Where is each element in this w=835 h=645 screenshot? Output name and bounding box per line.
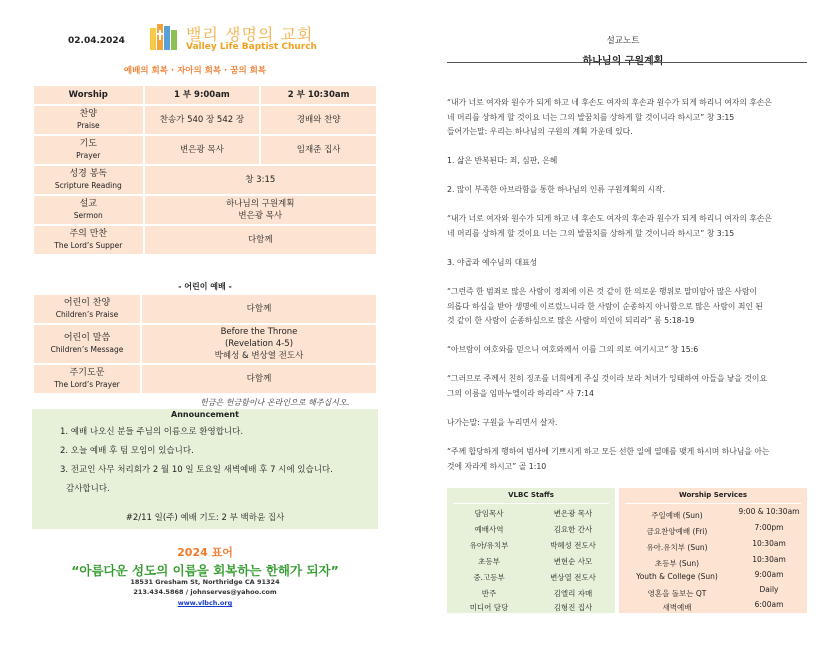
church-name-korean: 밸리 생명의 교회 <box>186 25 314 44</box>
next-week-prayer: #2/11 일(주) 예배 기도: 2 부 백하윤 집사 <box>125 513 285 523</box>
announcement-thanks: 감사합니다. <box>66 484 110 494</box>
staff-title: VLBC Staffs <box>508 491 554 499</box>
church-contact: 213.434.5868 / johnserves@yahoo.com <box>133 588 277 596</box>
service-time: Daily <box>759 585 779 594</box>
announcement-box <box>32 409 378 529</box>
church-motto: 예배의 회복 · 자아의 회복 · 꿈의 회복 <box>123 66 267 76</box>
staff-role: 예배사역 <box>474 525 504 534</box>
sermon-paragraph: “내가 너로 여자와 원수가 되게 하고 네 후손도 여자의 후손과 원수가 되게 하리니 여자의 후손은 네 머리를 상하게 할 것이요 너는 그의 발꿈치를 상하게 할 것이니라 하시고” 창 3:15 <box>447 98 772 122</box>
sermon-paragraph: “주께 합당하게 행하여 범사에 기쁘시게 하고 모든 선한 일에 열매를 맺게 하시며 하나님을 아는 것에 자라게 하시고” 골 1:10 <box>447 447 770 471</box>
praise-second: 경배와 찬양 <box>260 105 377 135</box>
staff-role: 초등부 <box>478 557 500 566</box>
staff-name: 변현순 사모 <box>553 557 593 566</box>
service-name: 초등부 (Sun) <box>654 559 700 568</box>
scripture-label: 성경 봉독 Scripture Reading <box>33 165 144 195</box>
children-message-label: 어린이 말씀 Children’s Message <box>33 324 141 364</box>
service-name: Youth & College (Sun) <box>636 572 718 581</box>
staff-name: 변상열 전도사 <box>550 573 596 582</box>
staff-role: 담임목사 <box>474 509 504 518</box>
lords-supper-value: 다함께 <box>144 225 377 255</box>
staff-name: 김형진 집사 <box>553 603 593 612</box>
staff-role: 중.고등부 <box>473 573 505 582</box>
lords-prayer-value: 다함께 <box>141 364 377 394</box>
announcement-title: Announcement <box>171 410 239 419</box>
year-slogan: “아름다운 성도의 이름을 회복하는 한해가 되자” <box>71 563 339 578</box>
sermon-paragraph: 1. 삶은 반복된다: 죄, 심판, 은혜 <box>447 156 558 165</box>
church-logo-icon <box>150 24 178 50</box>
sermon-paragraph: “아브람이 여호와를 믿으니 여호와께서 이를 그의 의로 여기시고” 창 15:6 <box>447 345 699 354</box>
service-name: 금요찬양예배 (Fri) <box>646 527 708 536</box>
worship-services-title: Worship Services <box>679 491 747 499</box>
staff-divider <box>453 503 609 504</box>
year-title: 2024 표어 <box>177 546 233 559</box>
sermon-divider <box>447 62 807 63</box>
sermon-notes-heading: 설교노트 <box>606 36 640 46</box>
staff-name: 변은광 목사 <box>553 509 593 518</box>
staff-role: 반주 <box>481 589 497 598</box>
service-name: 주일예배 (Sun) <box>651 511 703 520</box>
service-time: 7:00pm <box>754 523 784 532</box>
worship-services-box <box>619 488 807 613</box>
sermon-paragraph: 들어가는말: 우리는 하나님의 구원의 계획 가운데 있다. <box>447 127 633 136</box>
church-website-link[interactable]: www.vlbch.org <box>177 599 233 607</box>
prayer-label: 기도 Prayer <box>33 135 144 165</box>
staff-box <box>447 488 615 613</box>
sermon-paragraph: “그러므로 주께서 친히 징조를 너희에게 주실 것이라 보라 처녀가 잉태하여 아들을 낳을 것이요 그의 이름을 임마누엘이라 하리라” 사 7:14 <box>447 374 767 398</box>
worship-column-header: Worship <box>33 85 144 105</box>
children-praise-value: 다함께 <box>141 294 377 324</box>
praise-label: 찬양 Praise <box>33 105 144 135</box>
service-time: 10:30am <box>752 555 786 564</box>
announcement-item: 3. 전교인 사무 처리회가 2 월 10 일 토요일 새벽예배 후 7 시에 있습니다. <box>60 465 333 475</box>
praise-first: 찬송가 540 장 542 장 <box>144 105 261 135</box>
sermon-paragraph: 3. 야곱과 예수님의 대표성 <box>447 258 538 267</box>
sermon-value: 하나님의 구원계획 변은광 목사 <box>144 195 377 225</box>
service-name: 새벽예배 <box>662 603 692 612</box>
lords-supper-label: 주의 만찬 The Lord’s Supper <box>33 225 144 255</box>
children-message-value: Before the Throne (Revelation 4-5) 박혜성 & 변상열 전도사 <box>141 324 377 364</box>
announcement-item: 2. 오늘 예배 후 팀 모임이 있습니다. <box>60 446 194 456</box>
worship-services-divider <box>625 503 801 504</box>
service-time: 6:00am <box>754 600 784 609</box>
sermon-paragraph: 2. 많이 부족한 아브라함을 통한 하나님의 인류 구원계획의 시작. <box>447 185 666 194</box>
announcement-item: 1. 예배 나오신 분들 주님의 이름으로 환영합니다. <box>60 427 244 437</box>
sermon-paragraph: “그런즉 한 범죄로 많은 사람이 정죄에 이른 것 같이 한 의로운 행위로 말미암아 많은 사람이 의롭다 하심을 받아 생명에 이르렀느니라 한 사람이 순종하지 아니함으로 많은 사람이 죄인 된 것 같이 한 사람이 순종하심으로 많은 사람이 의인이 되리라” 롬 5:18-19 <box>447 287 763 325</box>
sermon-paragraph: 나가는말: 구원을 누리면서 살자. <box>447 418 558 427</box>
children-worship-heading: - 어린이 예배 - <box>178 282 232 291</box>
sermon-label: 설교 Sermon <box>33 195 144 225</box>
offering-note: 헌금은 헌금함이나 온라인으로 해주십시오. <box>200 398 350 407</box>
church-address: 18531 Gresham St, Northridge CA 91324 <box>130 578 280 586</box>
service-name: 영혼을 돌보는 QT <box>647 589 707 598</box>
bulletin-date: 02.04.2024 <box>68 36 125 46</box>
service-time: 10:30am <box>752 539 786 548</box>
scripture-value: 창 3:15 <box>144 165 377 195</box>
prayer-second: 임재준 집사 <box>260 135 377 165</box>
first-service-header: 1 부 9:00am <box>144 85 261 105</box>
staff-name: 김요한 간사 <box>553 525 593 534</box>
children-praise-label: 어린이 찬양 Children’s Praise <box>33 294 141 324</box>
children-worship-table <box>32 293 378 395</box>
staff-name: 김엘리 자매 <box>553 589 593 598</box>
lords-prayer-label: 주기도문 The Lord’s Prayer <box>33 364 141 394</box>
staff-name: 박혜성 전도사 <box>550 541 596 550</box>
staff-role: 유아/유치부 <box>469 541 509 550</box>
worship-order-table <box>32 84 378 256</box>
service-time: 9:00 & 10:30am <box>738 507 800 516</box>
church-name-english: Valley Life Baptist Church <box>186 42 317 52</box>
prayer-first: 변은광 목사 <box>144 135 261 165</box>
second-service-header: 2 부 10:30am <box>260 85 377 105</box>
staff-role: 미디어 담당 <box>469 603 509 612</box>
sermon-title: 하나님의 구원계획 <box>582 56 664 67</box>
sermon-paragraph: “내가 너로 여자와 원수가 되게 하고 네 후손도 여자의 후손과 원수가 되게 하리니 여자의 후손은 네 머리를 상하게 할 것이요 너는 그의 발꿈치를 상하게 할 것이니라 하시고” 창 3:15 <box>447 214 772 238</box>
service-time: 9:00am <box>754 570 784 579</box>
service-name: 유아.유치부 (Sun) <box>646 543 708 552</box>
